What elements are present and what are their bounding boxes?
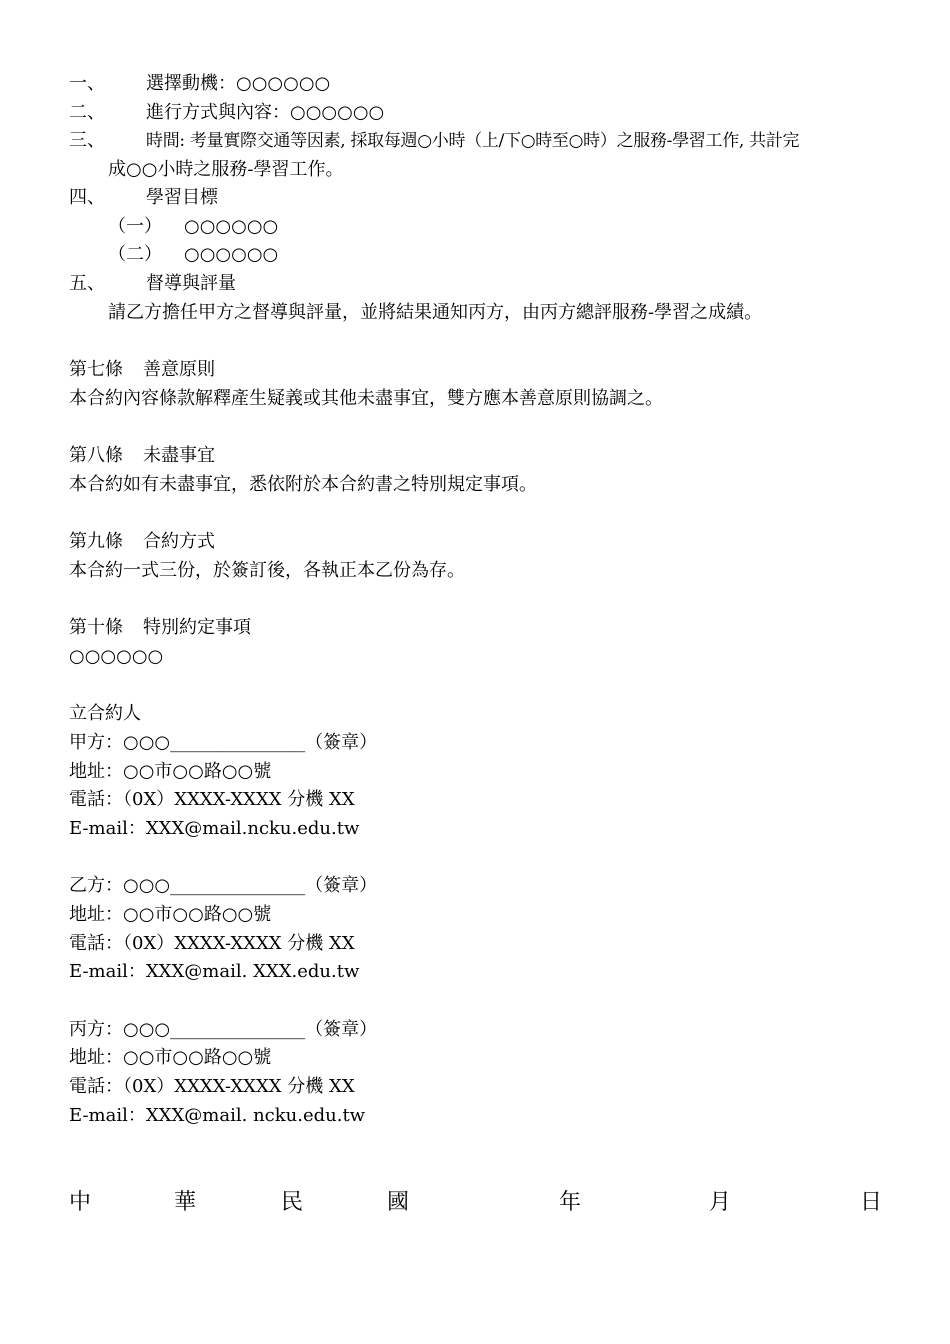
- date-char-min: 民: [281, 1190, 304, 1215]
- party-b-phone: 電話：（0X）XXXX-XXXX 分機 XX: [69, 933, 355, 954]
- goal-text: ○○○○○○: [184, 244, 279, 265]
- article-8-heading: [69, 444, 215, 468]
- item-text: 學習目標: [146, 187, 218, 208]
- article-7-heading: [69, 358, 215, 382]
- article-label: 第七條: [69, 359, 123, 380]
- signatories-heading: 立合約人: [69, 703, 141, 724]
- party-b-name: 乙方：○○○_______________（簽章）: [69, 875, 378, 896]
- supervision-text: 請乙方擔任甲方之督導與評量，並將結果通知丙方，由丙方總評服務-學習之成績。: [108, 302, 763, 323]
- item-text: 時間: 考量實際交通等因素, 採取每週○小時（上/下○時至○時）之服務-學習工作, 共計完: [146, 131, 800, 151]
- party-a-email: E-mail：XXX@mail.ncku.edu.tw: [69, 818, 360, 839]
- item-number: 二、: [69, 102, 105, 123]
- article-title: 合約方式: [143, 531, 215, 552]
- date-char-month: 月: [709, 1190, 732, 1215]
- article-title: 善意原則: [143, 359, 215, 380]
- article-9-body: 本合約一式三份，於簽訂後，各執正本乙份為存。: [69, 560, 465, 581]
- item-number: 一、: [69, 73, 105, 94]
- party-a-address: 地址：○○市○○路○○號: [69, 761, 272, 782]
- party-b-email: E-mail：XXX@mail. XXX.edu.tw: [69, 961, 360, 982]
- date-char-day: 日: [860, 1190, 883, 1215]
- article-title: 特別約定事項: [143, 617, 251, 638]
- party-c-name: 丙方：○○○_______________（簽章）: [69, 1019, 378, 1040]
- party-a-name: 甲方：○○○_______________（簽章）: [69, 732, 378, 753]
- goal-text: ○○○○○○: [184, 216, 279, 237]
- date-char-hua: 華: [174, 1190, 197, 1215]
- article-10-body: ○○○○○○: [69, 646, 164, 667]
- date-char-guo: 國: [387, 1190, 410, 1215]
- party-c-address: 地址：○○市○○路○○號: [69, 1047, 272, 1068]
- item-text: 進行方式與內容：○○○○○○: [146, 102, 385, 123]
- article-title: 未盡事宜: [143, 445, 215, 466]
- item-text: 選擇動機：○○○○○○: [146, 73, 331, 94]
- party-b-address: 地址：○○市○○路○○號: [69, 904, 272, 925]
- party-a-phone: 電話：（0X）XXXX-XXXX 分機 XX: [69, 789, 355, 810]
- article-9-heading: [69, 530, 215, 554]
- article-label: 第十條: [69, 617, 123, 638]
- article-10-heading: [69, 616, 251, 640]
- date-char-year: 年: [559, 1190, 582, 1215]
- article-7-body: 本合約內容條款解釋產生疑義或其他未盡事宜，雙方應本善意原則協調之。: [69, 388, 663, 409]
- date-char-zhong: 中: [69, 1190, 92, 1215]
- goal-number: （二）: [108, 244, 162, 265]
- item-number: 五、: [69, 273, 105, 294]
- article-8-body: 本合約如有未盡事宜，悉依附於本合約書之特別規定事項。: [69, 474, 537, 495]
- item-number: 四、: [69, 187, 105, 208]
- article-label: 第九條: [69, 531, 123, 552]
- item-text: 督導與評量: [146, 273, 236, 294]
- item-number: 三、: [69, 130, 105, 151]
- party-c-email: E-mail：XXX@mail. ncku.edu.tw: [69, 1105, 366, 1126]
- goal-number: （一）: [108, 216, 162, 237]
- party-c-phone: 電話：（0X）XXXX-XXXX 分機 XX: [69, 1076, 355, 1097]
- article-label: 第八條: [69, 445, 123, 466]
- item-3-continuation: 成○○小時之服務-學習工作。: [108, 159, 344, 180]
